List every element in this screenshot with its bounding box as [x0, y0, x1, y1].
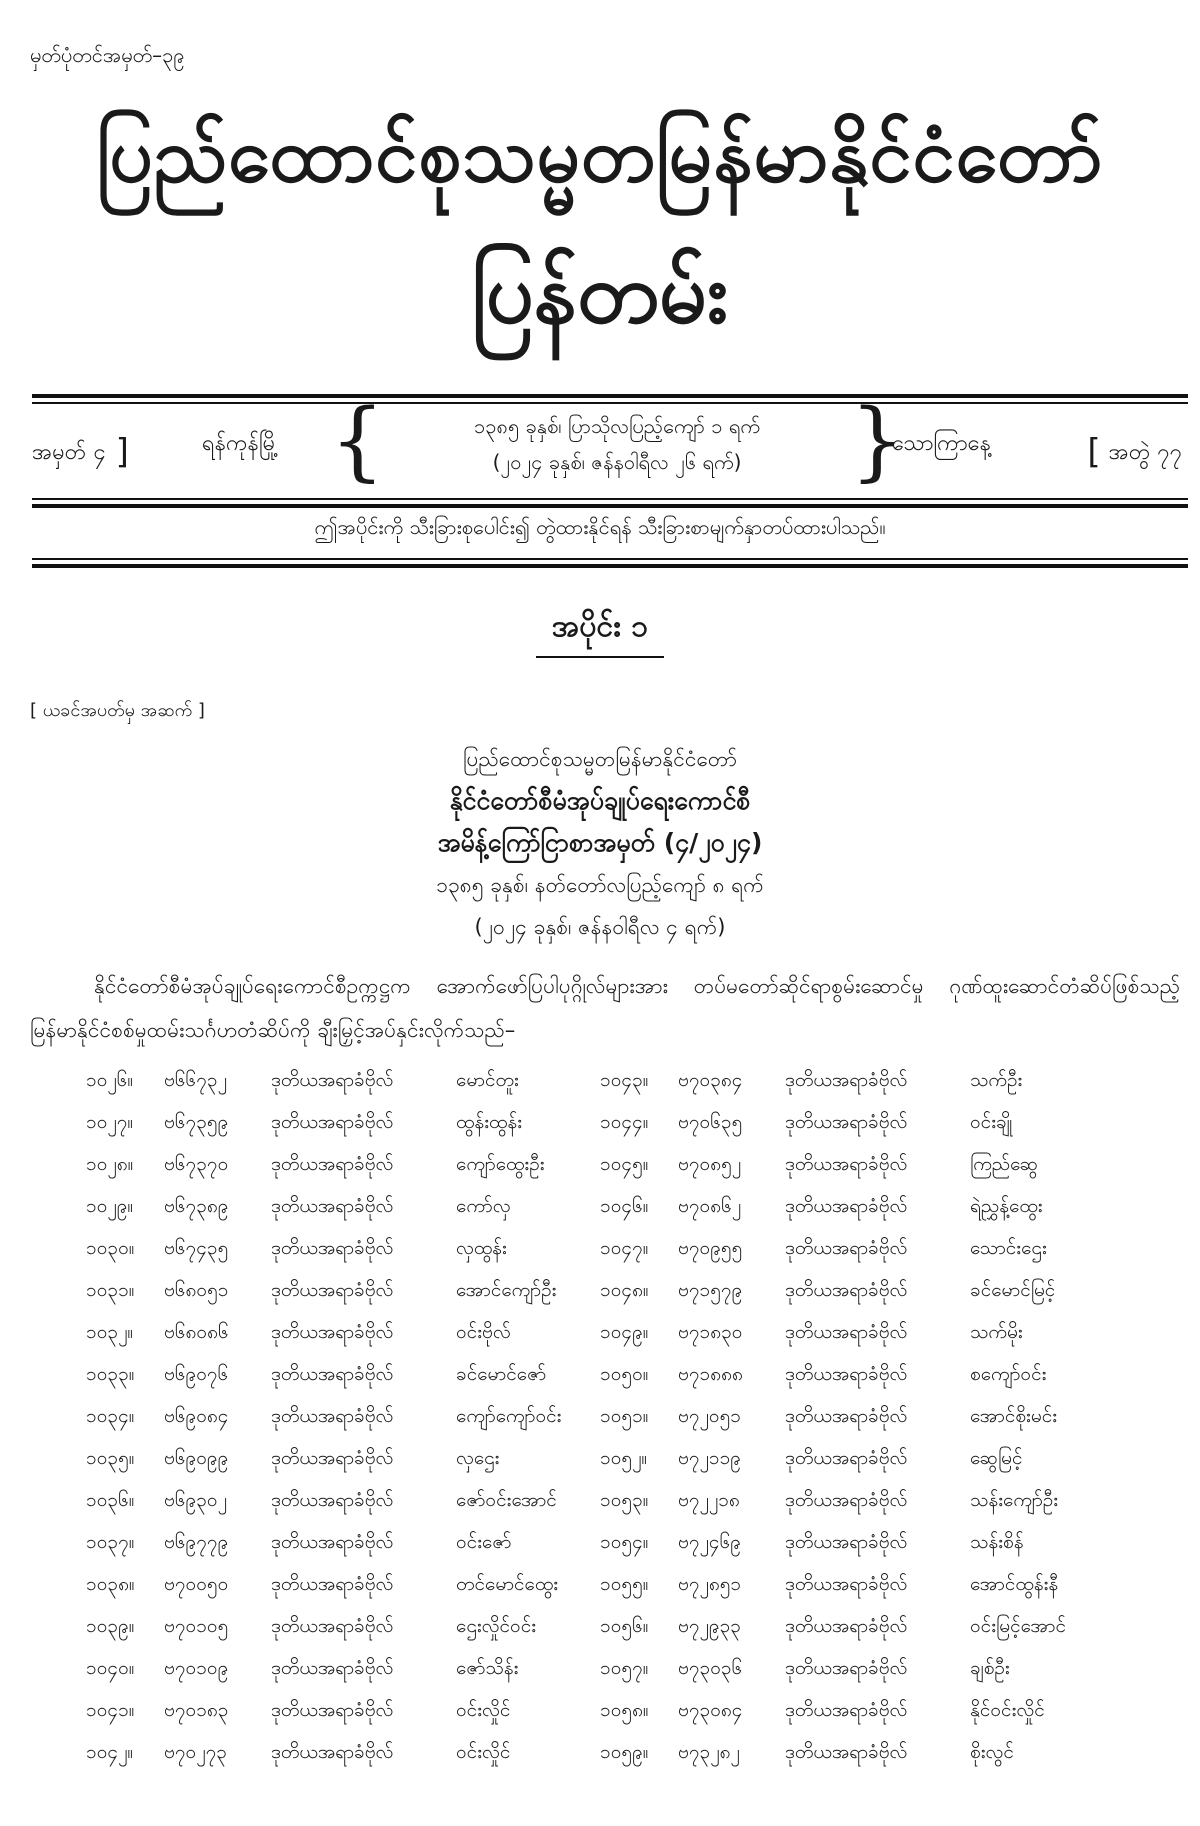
rank: ဒုတိယအရာခံဗိုလ် [785, 1615, 908, 1637]
item-number: ၁၀၄၅။ [600, 1153, 649, 1175]
service-id: ဗ၇၂၁၁၉ [678, 1447, 741, 1469]
order-number: အမိန့်ကြော်ငြာစာအမှတ် (၄/၂၀၂၄) [437, 828, 763, 857]
service-id: ဗ၇၀၈၅၂ [678, 1153, 742, 1175]
part-heading: အပိုင်း ၁ [551, 609, 649, 644]
rank: ဒုတိယအရာခံဗိုလ် [271, 1363, 394, 1385]
person-name: မောင်တူး [456, 1069, 519, 1091]
service-id: ဗ၇၀၀၅၀ [164, 1573, 229, 1595]
issue-bracket: ] [115, 432, 129, 472]
item-number: ၁၀၄၀။ [86, 1657, 135, 1679]
person-name: စိုးလွင် [970, 1741, 1014, 1763]
item-number: ၁၀၃၅။ [86, 1447, 135, 1469]
rank: ဒုတိယအရာခံဗိုလ် [271, 1195, 394, 1217]
item-number: ၁၀၂၆။ [86, 1069, 134, 1091]
issue-date-gregorian: (၂၀၂၄ ခုနှစ်၊ ဇန်နဝါရီလ ၂၆ ရက်) [492, 450, 742, 474]
part-underline [536, 656, 664, 658]
service-id: ဗ၆၉၀၉၉ [164, 1447, 229, 1469]
person-name: တင်မောင်ထွေး [456, 1573, 559, 1595]
person-name: ချစ်ဦး [970, 1657, 1010, 1679]
service-id: ဗ၇၂၈၅၁ [678, 1573, 742, 1595]
rank: ဒုတိယအရာခံဗိုလ် [271, 1657, 394, 1679]
issue-label: အမှတ် ၄ [32, 440, 106, 465]
service-id: ဗ၇၀၈၆၂ [678, 1195, 742, 1217]
order-heading [0, 738, 1200, 948]
service-id: ဗ၆၈၀၈၆ [164, 1321, 229, 1343]
rank: ဒုတိယအရာခံဗိုလ် [785, 1111, 908, 1133]
item-number: ၁၀၂၈။ [86, 1153, 134, 1175]
person-name: သန်းကျော်ဦး [970, 1489, 1059, 1511]
item-number: ၁၀၃၀။ [86, 1237, 135, 1259]
item-number: ၁၀၅၈။ [600, 1699, 649, 1721]
person-name: ဆွေမြင့် [970, 1447, 1023, 1469]
item-number: ၁၀၃၉။ [86, 1615, 135, 1637]
order-paragraph-text: နိုင်ငံတော်စီမံအုပ်ချုပ်ရေးကောင်စီဥက္ကဋ္ဌက အောက်ဖော်ပြပါပုဂ္ဂိုလ်များအား တပ်မတော်ဆိုင်ရာစွမ်းဆောင်မှု ဂုဏ်ထူးဆောင်တံဆိပ်ဖြစ်သည့် မြန်မာနိုင်ငံစစ်မှုထမ်းသင်္ဂဟတံဆိပ်ကို ချီးမြှင့်အပ်နှင်းလိုက်သည်– [30, 974, 1180, 1042]
item-number: ၁၀၄၂။ [86, 1741, 134, 1763]
masthead [32, 391, 1188, 491]
person-name: စကျော်ဝင်း [970, 1363, 1047, 1385]
item-number: ၁၀၃၃။ [86, 1363, 135, 1385]
service-id: ဗ၇၂၄၆၉ [678, 1531, 741, 1553]
service-id: ဗ၇၁၈၈၈ [678, 1363, 743, 1385]
item-number: ၁၀၄၈။ [600, 1279, 649, 1301]
person-name: ဝင်းလှိုင် [456, 1699, 511, 1721]
rank: ဒုတိယအရာခံဗိုလ် [271, 1489, 394, 1511]
item-number: ၁၀၅၃။ [600, 1489, 649, 1511]
person-name: ဝင်းဇော် [456, 1531, 512, 1553]
item-number: ၁၀၅၀။ [600, 1363, 649, 1385]
service-id: ဗ၇၀၃၈၄ [678, 1069, 743, 1091]
item-number: ၁၀၃၆။ [86, 1489, 135, 1511]
continued-note: [ ယခင်အပတ်မှ အဆက် ] [30, 700, 205, 721]
person-name: အောင်စိုးမင်း [970, 1405, 1058, 1427]
rank: ဒုတိယအရာခံဗိုလ် [785, 1069, 908, 1091]
rank: ဒုတိယအရာခံဗိုလ် [785, 1531, 908, 1553]
item-number: ၁၀၂၇။ [86, 1111, 134, 1133]
order-paragraph [30, 964, 1180, 1052]
item-number: ၁၀၄၆။ [600, 1195, 649, 1217]
rank: ဒုတိယအရာခံဗိုလ် [271, 1699, 394, 1721]
person-name: ဇော်ဝင်းအောင် [456, 1489, 557, 1511]
right-brace: } [850, 391, 905, 491]
rank: ဒုတိယအရာခံဗိုလ် [271, 1573, 394, 1595]
rank: ဒုတိယအရာခံဗိုလ် [271, 1153, 394, 1175]
masthead-rule [32, 504, 1188, 508]
service-id: ဗ၆၉၇၇၉ [164, 1531, 229, 1553]
rank: ဒုတိယအရာခံဗိုလ် [785, 1447, 908, 1469]
rank: ဒုတိယအရာခံဗိုလ် [271, 1279, 394, 1301]
rank: ဒုတိယအရာခံဗိုလ် [785, 1321, 908, 1343]
separate-page-notice: ဤအပိုင်းကို သီးခြားစုပေါင်း၍ တွဲထားနိုင်ရန် သီးခြားစာမျက်နှာတပ်ထားပါသည်။ [314, 515, 886, 539]
person-name: ထွန်းထွန်း [456, 1111, 523, 1133]
rank: ဒုတိယအရာခံဗိုလ် [271, 1531, 394, 1553]
item-number: ၁၀၅၉။ [600, 1741, 649, 1763]
person-name: ဌေးလှိုင်ဝင်း [456, 1615, 537, 1637]
volume [1087, 428, 1182, 470]
item-number: ၁၀၃၂။ [86, 1321, 134, 1343]
person-name: လှထွန်း [456, 1237, 507, 1259]
person-name: အောင်ထွန်းနီ [970, 1573, 1059, 1595]
service-id: ဗ၆၇၃၅၉ [164, 1111, 229, 1133]
item-number: ၁၀၃၈။ [86, 1573, 135, 1595]
service-id: ဗ၆၈၀၅၁ [164, 1279, 229, 1301]
service-id: ဗ၇၃၀၃၆ [678, 1657, 743, 1679]
rank: ဒုတိယအရာခံဗိုလ် [785, 1657, 908, 1679]
person-name: လှဌေး [456, 1447, 500, 1469]
service-id: ဗ၆၉၀၇၆ [164, 1363, 229, 1385]
order-council: နိုင်ငံတော်စီမံအုပ်ချုပ်ရေးကောင်စီ [449, 786, 751, 815]
rank: ဒုတိယအရာခံဗိုလ် [271, 1321, 394, 1343]
service-id: ဗ၇၃၂၈၂ [678, 1741, 740, 1763]
top-rule [32, 394, 1188, 398]
person-name: ခင်မောင်မြင့် [970, 1279, 1056, 1301]
service-id: ဗ၇၂၂၁၈ [678, 1489, 740, 1511]
gazette-subtitle: ပြန်တမ်း [471, 244, 729, 342]
rank: ဒုတိယအရာခံဗိုလ် [271, 1741, 394, 1763]
person-name: နိုင်ဝင်းလှိုင် [970, 1699, 1045, 1721]
rank: ဒုတိယအရာခံဗိုလ် [785, 1405, 908, 1427]
rank: ဒုတိယအရာခံဗိုလ် [785, 1363, 908, 1385]
rank: ဒုတိယအရာခံဗိုလ် [271, 1405, 394, 1427]
notice-rule-inner [32, 558, 1188, 560]
person-name: ခင်မောင်ဇော် [456, 1363, 547, 1385]
person-name: ရဲညွှန့်ထွေး [970, 1195, 1043, 1217]
rank: ဒုတိယအရာခံဗိုလ် [785, 1573, 908, 1595]
rank: ဒုတိယအရာခံဗိုလ် [785, 1279, 908, 1301]
item-number: ၁၀၄၃။ [600, 1069, 649, 1091]
item-number: ၁၀၅၄။ [600, 1531, 649, 1553]
person-name: သက်မိုး [970, 1321, 1023, 1343]
item-number: ၁၀၂၉။ [86, 1195, 134, 1217]
service-id: ဗ၇၀၆၃၅ [678, 1111, 743, 1133]
issue-number [32, 428, 129, 470]
rank: ဒုတိယအရာခံဗိုလ် [785, 1489, 908, 1511]
notice-rule [32, 564, 1188, 568]
person-name: ဝင်းဗိုလ် [456, 1321, 511, 1343]
service-id: ဗ၇၃၀၈၄ [678, 1699, 743, 1721]
service-id: ဗ၇၁၈၃၀ [678, 1321, 743, 1343]
volume-label: အတွဲ ၇၇ [1108, 440, 1182, 465]
rank: ဒုတိယအရာခံဗိုလ် [271, 1069, 394, 1091]
person-name: ဝင်းချို [970, 1111, 1013, 1133]
service-id: ဗ၇၂၉၃၃ [678, 1615, 741, 1637]
rank: ဒုတိယအရာခံဗိုလ် [785, 1237, 908, 1259]
issue-date-myanmar: ၁၃၈၅ ခုနှစ်၊ ပြာသိုလပြည့်ကျော် ၁ ရက် [474, 414, 760, 438]
rank: ဒုတိယအရာခံဗိုလ် [785, 1153, 908, 1175]
person-name: သက်ဦး [970, 1069, 1023, 1091]
person-name: ကော်လှ [456, 1195, 511, 1217]
rank: ဒုတိယအရာခံဗိုလ် [785, 1741, 908, 1763]
service-id: ဗ၇၁၅၇၉ [678, 1279, 743, 1301]
item-number: ၁၀၅၇။ [600, 1657, 649, 1679]
item-number: ၁၀၃၁။ [86, 1279, 135, 1301]
item-number: ၁၀၄၄။ [600, 1111, 649, 1133]
order-country: ပြည်ထောင်စုသမ္မတမြန်မာနိုင်ငံတော် [462, 747, 737, 771]
gazette-title: ပြည်ထောင်စုသမ္မတမြန်မာနိုင်ငံတော် [96, 110, 1104, 199]
service-id: ဗ၇၀၂၇၃ [164, 1741, 227, 1763]
rank: ဒုတိယအရာခံဗိုလ် [271, 1237, 394, 1259]
item-number: ၁၀၃၇။ [86, 1531, 135, 1553]
item-number: ၁၀၅၂။ [600, 1447, 648, 1469]
item-number: ၁၀၅၆။ [600, 1615, 649, 1637]
service-id: ဗ၇၀၁၀၉ [164, 1657, 229, 1679]
person-name: ဝင်းမြင့်အောင် [970, 1615, 1066, 1637]
person-name: ကြည်ဆွေ [970, 1153, 1039, 1175]
order-date-myanmar: ၁၃၈၅ ခုနှစ်၊ နတ်တော်လပြည့်ကျော် ၈ ရက် [436, 873, 764, 897]
person-name: ဇော်သိန်း [456, 1657, 519, 1679]
service-id: ဗ၇၂၀၅၁ [678, 1405, 741, 1427]
rank: ဒုတိယအရာခံဗိုလ် [271, 1447, 394, 1469]
rank: ဒုတိယအရာခံဗိုလ် [785, 1195, 908, 1217]
service-id: ဗ၆၇၃၇၀ [164, 1153, 229, 1175]
person-name: သန်းစိန် [970, 1531, 1024, 1553]
item-number: ၁၀၄၇။ [600, 1237, 649, 1259]
rank: ဒုတိယအရာခံဗိုလ် [271, 1111, 394, 1133]
person-name: ကျော်ထွေးဦး [456, 1153, 545, 1175]
left-brace: { [330, 391, 385, 491]
service-id: ဗ၆၉၃၀၂ [164, 1489, 227, 1511]
city: ရန်ကုန်မြို့ [202, 431, 279, 456]
masthead-rule-inner [32, 498, 1188, 500]
item-number: ၁၀၅၁။ [600, 1405, 649, 1427]
service-id: ဗ၇၀၁၈၃ [164, 1699, 229, 1721]
issue-date [392, 408, 842, 480]
person-name: သောင်းဌေး [970, 1237, 1047, 1259]
item-number: ၁၀၅၅။ [600, 1573, 649, 1595]
service-id: ဗ၇၀၁၀၅ [164, 1615, 229, 1637]
service-id: ဗ၆၉၀၈၄ [164, 1405, 229, 1427]
item-number: ၁၀၃၄။ [86, 1405, 135, 1427]
volume-bracket: [ [1087, 432, 1101, 472]
person-name: ကျော်ကျော်ဝင်း [456, 1405, 562, 1427]
order-date-gregorian: (၂၀၂၄ ခုနှစ်၊ ဇန်နဝါရီလ ၄ ရက်) [474, 915, 726, 939]
service-id: ဗ၇၀၉၅၅ [678, 1237, 743, 1259]
person-name: အောင်ကျော်ဦး [456, 1279, 557, 1301]
rank: ဒုတိယအရာခံဗိုလ် [785, 1699, 908, 1721]
item-number: ၁၀၄၉။ [600, 1321, 649, 1343]
service-id: ဗ၆၆၇၃၂ [164, 1069, 227, 1091]
weekday: သောကြာနေ့ [892, 431, 991, 456]
item-number: ၁၀၄၁။ [86, 1699, 135, 1721]
service-id: ဗ၆၇၃၈၉ [164, 1195, 229, 1217]
person-name: ဝင်းလှိုင် [456, 1741, 511, 1763]
rank: ဒုတိယအရာခံဗိုလ် [271, 1615, 394, 1637]
service-id: ဗ၆၇၄၃၅ [164, 1237, 229, 1259]
registration-number: မှတ်ပုံတင်အမှတ်–၃၉ [30, 43, 185, 67]
